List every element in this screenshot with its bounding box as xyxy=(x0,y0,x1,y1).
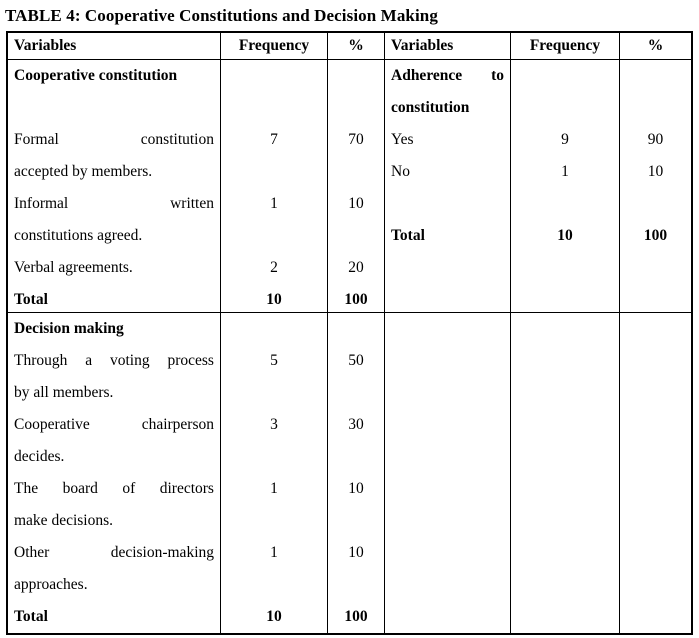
text-line: Cooperative chairperson xyxy=(14,416,214,433)
text-line: 10 xyxy=(266,608,282,625)
cell-constitution-and-adherence-percent-right xyxy=(620,60,691,313)
header-frequency-left: Frequency xyxy=(221,33,328,60)
text-line: 1 xyxy=(561,163,569,180)
text-line: approaches. xyxy=(14,576,88,593)
text-line: Yes xyxy=(391,131,414,148)
text-line: Total xyxy=(14,291,48,308)
text-line: 90 xyxy=(647,131,664,148)
text-line: 3 xyxy=(270,416,278,433)
text-line: Informal written xyxy=(14,195,214,212)
cell-constitution-and-adherence-variables-left xyxy=(8,60,221,313)
text-line: 10 xyxy=(266,291,282,308)
text-line: 5 xyxy=(270,352,278,369)
text-line: Decision making xyxy=(14,320,124,337)
text-line: Through a voting process xyxy=(14,352,214,369)
text-line: 10 xyxy=(348,480,364,497)
text-line: Adherence to xyxy=(391,67,504,84)
cell-decision-making-variables-left xyxy=(8,313,221,633)
text-line: by all members. xyxy=(14,384,114,401)
header-frequency-right: Frequency xyxy=(511,33,620,60)
header-variables-left: Variables xyxy=(8,33,221,60)
text-line: make decisions. xyxy=(14,512,114,529)
text-line: accepted by members. xyxy=(14,163,153,180)
text-line: constitution xyxy=(391,99,470,116)
text-line: 1 xyxy=(270,544,278,561)
cell-constitution-and-adherence-variables-right xyxy=(385,60,511,313)
text-line: 70 xyxy=(348,131,364,148)
text-line: 100 xyxy=(344,608,368,625)
text-line: Other decision-making xyxy=(14,544,214,561)
text-line: 30 xyxy=(348,416,364,433)
header-percent-right: % xyxy=(620,33,691,60)
cell-decision-making-frequency-right xyxy=(511,313,620,633)
text-line: Cooperative constitution xyxy=(14,67,178,84)
text-line: Verbal agreements. xyxy=(14,259,133,276)
text-line: 10 xyxy=(348,544,364,561)
text-line: 2 xyxy=(270,259,278,276)
cell-constitution-and-adherence-frequency-left xyxy=(221,60,328,313)
text-line: Total xyxy=(14,608,48,625)
text-line: 100 xyxy=(344,291,368,308)
text-line: 1 xyxy=(270,480,278,497)
cell-decision-making-percent-right xyxy=(620,313,691,633)
text-line: 1 xyxy=(270,195,278,212)
text-line: 9 xyxy=(561,131,569,148)
cell-constitution-and-adherence-frequency-right xyxy=(511,60,620,313)
table-caption: TABLE 4: Cooperative Constitutions and Decision Making xyxy=(5,6,438,25)
text-line: decides. xyxy=(14,448,65,465)
cell-constitution-and-adherence-percent-left xyxy=(328,60,385,313)
cell-decision-making-percent-left xyxy=(328,313,385,633)
text-line: Total xyxy=(391,227,425,244)
text-line: Formal constitution xyxy=(14,131,214,148)
text-line: 100 xyxy=(643,227,668,244)
text-line: 7 xyxy=(270,131,278,148)
text-line: 10 xyxy=(348,195,364,212)
text-line: constitutions agreed. xyxy=(14,227,143,244)
cell-decision-making-variables-right xyxy=(385,313,511,633)
text-line: 10 xyxy=(647,163,664,180)
text-line: The board of directors xyxy=(14,480,214,497)
text-line: No xyxy=(391,163,410,180)
header-variables-right: Variables xyxy=(385,33,511,60)
data-table xyxy=(6,31,693,635)
text-line: 20 xyxy=(348,259,364,276)
cell-decision-making-frequency-left xyxy=(221,313,328,633)
text-line: 50 xyxy=(348,352,364,369)
text-line: 10 xyxy=(557,227,573,244)
header-percent-left: % xyxy=(328,33,385,60)
